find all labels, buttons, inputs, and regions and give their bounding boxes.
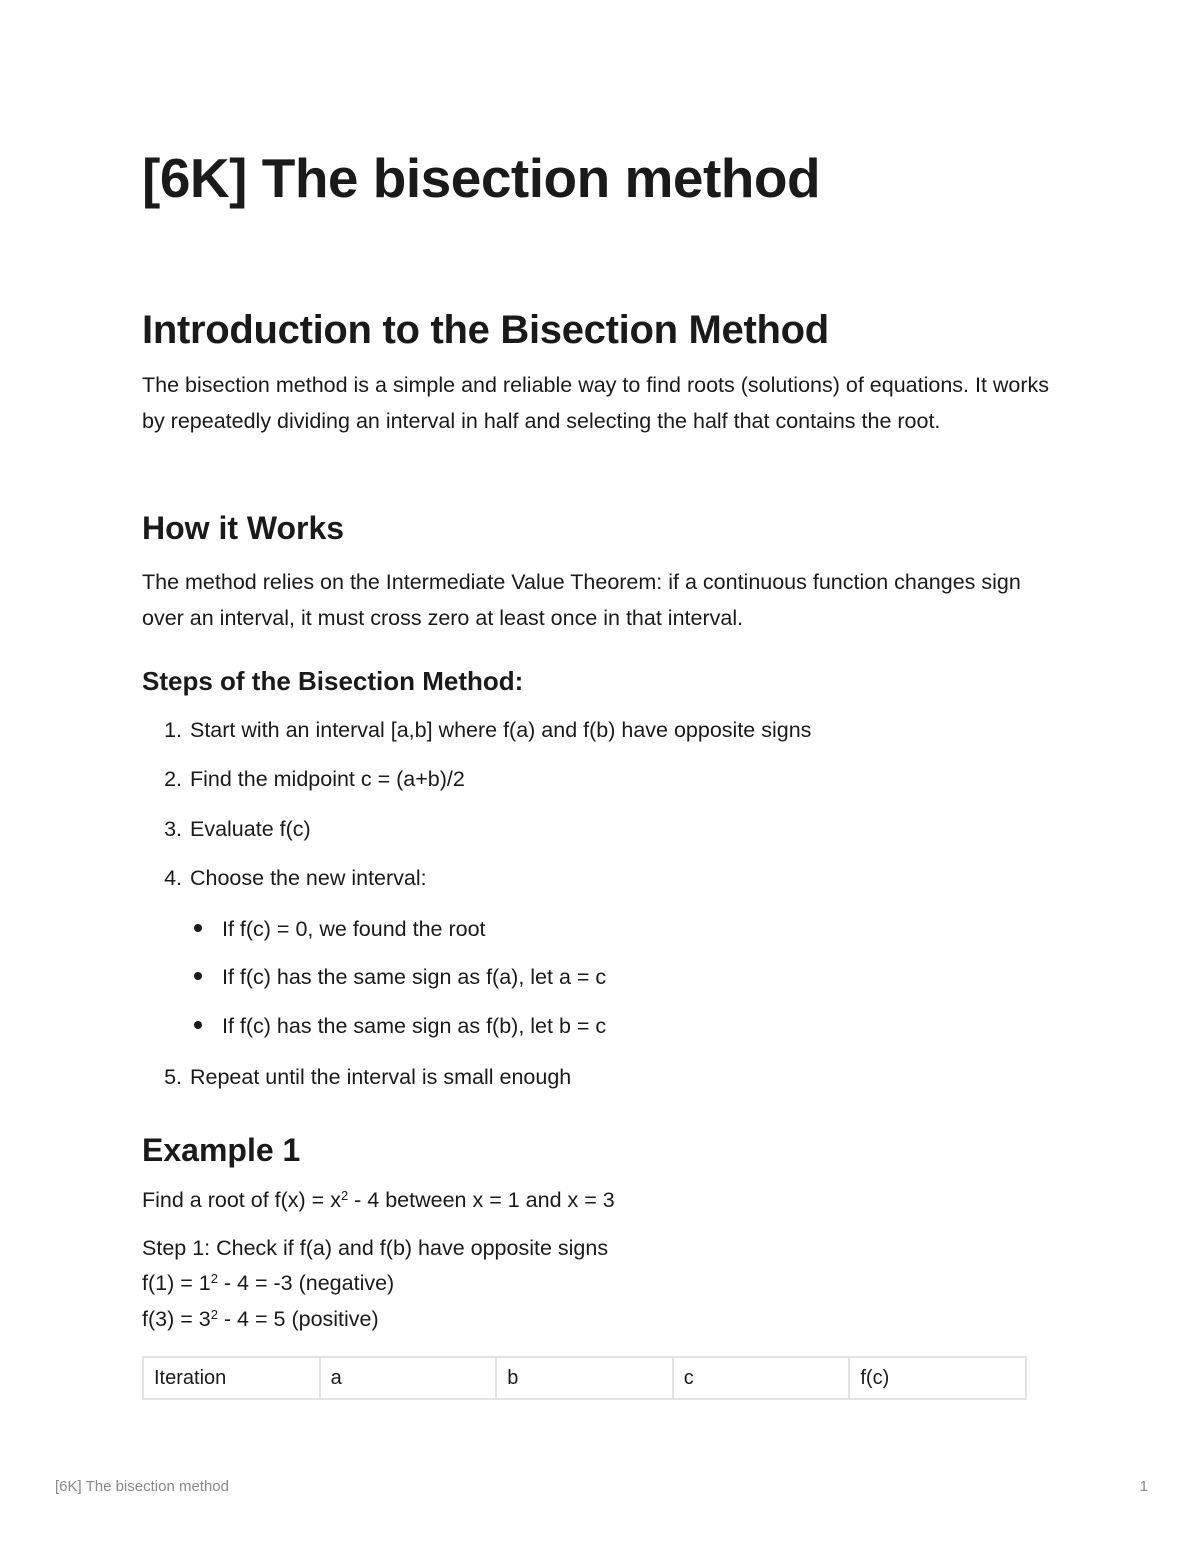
bullet-icon bbox=[194, 924, 202, 932]
step-number: 1. bbox=[164, 718, 182, 742]
substep-item-2 bbox=[194, 959, 606, 995]
bullet-icon bbox=[194, 1021, 202, 1029]
step-text: Repeat until the interval is small enough bbox=[189, 1065, 572, 1089]
step-number: 2. bbox=[164, 767, 182, 791]
step-item-2 bbox=[142, 761, 465, 797]
step-text: Evaluate f(c) bbox=[189, 817, 311, 841]
how-paragraph: The method relies on the Intermediate Value Theorem: if a continuous function changes sign over an interval, it must cross zero at least once in that interval. bbox=[142, 570, 1021, 630]
step-text: Start with an interval [a,b] where f(a) and f(b) have opposite signs bbox=[189, 718, 812, 742]
exponent: 2 bbox=[210, 1307, 218, 1322]
table-header-iteration: Iteration bbox=[143, 1357, 320, 1399]
step-number: 3. bbox=[164, 817, 182, 841]
substep-item-1 bbox=[194, 911, 486, 947]
bullet-icon bbox=[194, 972, 202, 980]
table-header-c: c bbox=[673, 1357, 850, 1399]
intro-paragraph: The bisection method is a simple and reliable way to find roots (solutions) of equations. It works by repeatedly dividing an interval in half and selecting the half that contains the root. bbox=[142, 373, 1050, 433]
how-heading: How it Works bbox=[142, 510, 345, 546]
f3-text: f(3) = 3 bbox=[142, 1307, 211, 1331]
problem-text-rest: - 4 between x = 1 and x = 3 bbox=[348, 1188, 615, 1212]
step-number: 4. bbox=[164, 866, 182, 890]
table-header-b: b bbox=[496, 1357, 673, 1399]
iteration-table bbox=[142, 1356, 1027, 1400]
footer-title: [6K] The bisection method bbox=[55, 1478, 229, 1495]
page-title: [6K] The bisection method bbox=[142, 147, 821, 209]
table-header-row bbox=[143, 1357, 1026, 1399]
f1-text-rest: - 4 = -3 (negative) bbox=[217, 1271, 395, 1295]
substep-text: If f(c) = 0, we found the root bbox=[222, 917, 486, 941]
substep-text: If f(c) has the same sign as f(b), let b = c bbox=[222, 1014, 607, 1038]
f3-text-rest: - 4 = 5 (positive) bbox=[217, 1307, 379, 1331]
footer-page-number: 1 bbox=[1139, 1478, 1148, 1495]
intro-heading: Introduction to the Bisection Method bbox=[142, 308, 829, 352]
step-item-3 bbox=[142, 811, 311, 847]
step-text: Choose the new interval: bbox=[189, 866, 427, 890]
exponent: 2 bbox=[340, 1188, 349, 1203]
step-item-5 bbox=[142, 1059, 571, 1095]
example1-f1 bbox=[142, 1265, 394, 1301]
step-number: 5. bbox=[164, 1065, 182, 1089]
table-header-a: a bbox=[320, 1357, 497, 1399]
problem-text: Find a root of f(x) = x bbox=[142, 1188, 341, 1212]
step-item-4 bbox=[142, 860, 427, 896]
f1-text: f(1) = 1 bbox=[142, 1271, 211, 1295]
table-header-fc: f(c) bbox=[849, 1357, 1026, 1399]
substep-text: If f(c) has the same sign as f(a), let a = c bbox=[222, 965, 607, 989]
step-text: Find the midpoint c = (a+b)/2 bbox=[189, 767, 465, 791]
exponent: 2 bbox=[210, 1271, 218, 1286]
step-item-1 bbox=[142, 712, 811, 748]
example1-problem bbox=[142, 1182, 615, 1218]
example1-step1: Step 1: Check if f(a) and f(b) have opposite signs bbox=[142, 1236, 609, 1260]
example1-f3 bbox=[142, 1301, 379, 1337]
steps-heading: Steps of the Bisection Method: bbox=[142, 666, 524, 696]
substep-item-3 bbox=[194, 1008, 606, 1044]
example1-heading: Example 1 bbox=[142, 1132, 301, 1168]
